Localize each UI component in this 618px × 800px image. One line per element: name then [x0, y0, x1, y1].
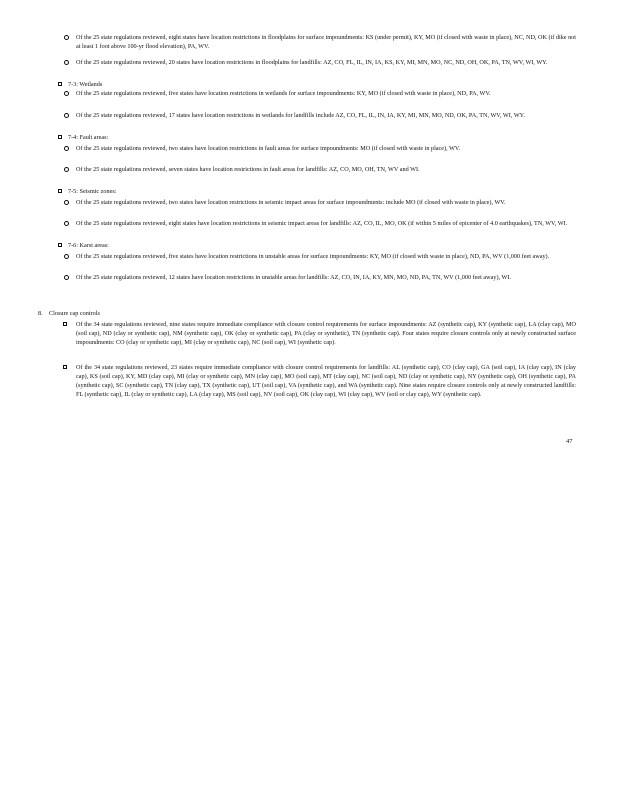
- list-item: [64, 252, 576, 261]
- list-item: [64, 89, 576, 98]
- list-item: [64, 58, 576, 67]
- paragraph: Of the 34 state regulations reviewed, nine states require immediate compliance with closure control requirements for surface impoundments: AZ (synthetic cap), KY (synthetic cap), LA (clay cap), MO (soil cap), ND (clay or synthetic cap), NM (synthetic cap), OK (clay or synthetic cap), PA (clay or synthetic), TN (synthetic cap). Four states require closure controls only at newly constructed surface impoundments: CO (clay or synthetic cap), MI (clay or synthetic cap), NC (soil cap), WI (synthetic cap).: [76, 321, 576, 346]
- circle-bullet-icon: [64, 254, 69, 259]
- list-item: [64, 165, 576, 174]
- list-item: [64, 198, 576, 207]
- paragraph: Of the 25 state regulations reviewed, 17 states have location restrictions in wetlands for landfills include AZ, CO, FL, IL, IN, IA, KY, MI, MN, MO, ND, OK, PA, TN, WV, WI, WY.: [76, 112, 525, 119]
- subheading: 7-4: Fault areas:: [58, 133, 578, 142]
- square-bullet-icon: [58, 243, 62, 247]
- subheading: 7-6: Karst areas:: [58, 241, 578, 250]
- paragraph: Of the 25 state regulations reviewed, seven states have location restrictions in fault areas for landfills: AZ, CO, MO, OH, TN, WV and WI.: [76, 166, 420, 173]
- square-bullet-icon: [63, 365, 67, 369]
- paragraph: Of the 25 state regulations reviewed, two states have location restrictions in seismic impact areas for surface impoundments: include MO (if closed with waste in place), WV.: [76, 199, 506, 206]
- paragraph: Of the 25 state regulations reviewed, five states have location restrictions in unstable areas for surface impoundments: KY, MO (if closed with waste in place), ND, PA, WV (1,000 feet away).: [76, 253, 550, 260]
- subheading: 7-5: Seismic zones:: [58, 187, 578, 196]
- square-bullet-icon: [58, 82, 62, 86]
- subheading: 7-3: Wetlands: [58, 80, 578, 89]
- circle-bullet-icon: [64, 60, 69, 65]
- circle-bullet-icon: [64, 200, 69, 205]
- list-item: [64, 111, 576, 120]
- circle-bullet-icon: [64, 221, 69, 226]
- section-number: 8.: [38, 310, 43, 317]
- list-item: [64, 363, 576, 399]
- list-item: [64, 144, 576, 153]
- circle-bullet-icon: [64, 35, 69, 40]
- list-item: [64, 219, 576, 228]
- circle-bullet-icon: [64, 113, 69, 118]
- paragraph: Of the 34 state regulations reviewed, 23 states require immediate compliance with closure control requirements for landfills: AL (synthetic cap), CO (clay cap), GA (soil cap), IA (clay cap), IN (clay cap), KS (soil cap), KY, MD (clay cap), MI (clay or synthetic cap), MN (clay cap), MO (soil cap), MT (clay cap), NC (soil cap), ND (clay or synthetic cap), NY (synthetic cap), OH (synthetic cap), PA (synthetic cap), SC (synthetic cap), TN (clay cap), TX (synthetic cap), UT (soil cap), VA (synthetic cap), and WA (synthetic cap). Nine states require closure controls only at newly constructed landfills: FL (synthetic cap), IL (clay or synthetic cap), LA (clay cap), MS (soil cap), NV (soil cap), OK (clay cap), WI (clay cap), WV (soil or clay cap), WY (synthetic cap).: [76, 364, 576, 398]
- circle-bullet-icon: [64, 275, 69, 280]
- paragraph: Of the 25 state regulations reviewed, 20 states have location restrictions in floodplains for landfills: AZ, CO, FL, IL, IN, IA, KS, KY, MI, MN, MO, NC, ND, OH, OK, PA, TN, WV, WI, WY.: [76, 59, 548, 66]
- section-title: Closure cap controls: [49, 310, 100, 317]
- square-bullet-icon: [63, 322, 67, 326]
- paragraph: Of the 25 state regulations reviewed, five states have location restrictions in wetlands for surface impoundments: KY, MO (if closed with waste in place), ND, PA, WV.: [76, 90, 491, 97]
- section-heading: [38, 309, 578, 318]
- paragraph: Of the 25 state regulations reviewed, 12 states have location restrictions in unstable areas for landfills: AZ, CO, IN, IA, KY, MN, MO, ND, PA, TN, WV (1,000 feet away), WI.: [76, 274, 511, 281]
- paragraph: Of the 25 state regulations reviewed, eight states have location restrictions in seismic impact areas for landfills: AZ, CO, IL, MO, OK (if within 5 miles of epicenter of 4.0 earthquakes), TN, WV, WI.: [76, 220, 568, 227]
- circle-bullet-icon: [64, 91, 69, 96]
- circle-bullet-icon: [64, 146, 69, 151]
- list-item: [64, 33, 576, 51]
- list-item: [64, 273, 576, 282]
- paragraph: Of the 25 state regulations reviewed, eight states have location restrictions in floodplains for surface impoundments: KS (under permit), KY, MO (if closed with waste in place), NC, ND, OK (if dike not at least 1 foot above 100-yr flood elevation), PA, WV.: [76, 34, 576, 50]
- square-bullet-icon: [58, 189, 62, 193]
- page-number: 47: [566, 438, 573, 445]
- circle-bullet-icon: [64, 167, 69, 172]
- square-bullet-icon: [58, 135, 62, 139]
- list-item: [64, 320, 576, 347]
- paragraph: Of the 25 state regulations reviewed, two states have location restrictions in fault areas for surface impoundments: MO (if closed with waste in place), WV.: [76, 145, 461, 152]
